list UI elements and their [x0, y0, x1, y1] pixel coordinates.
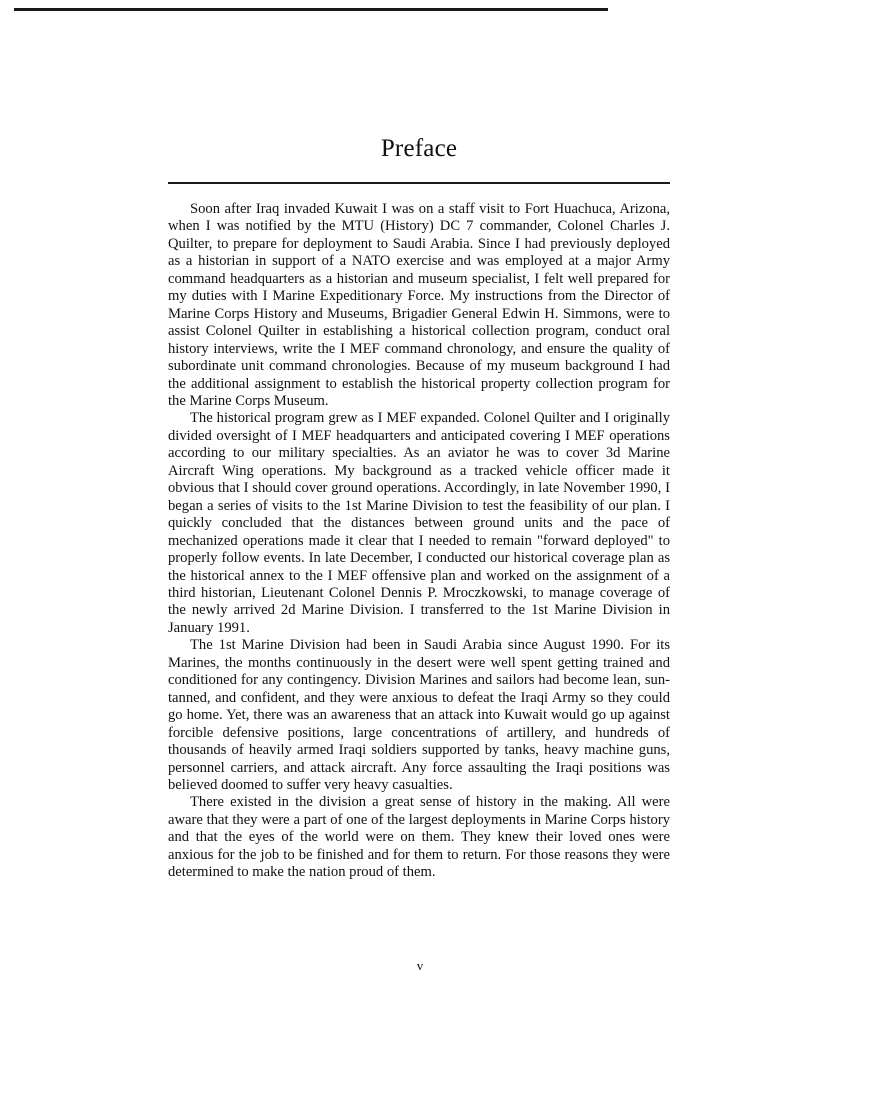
title-underline-rule — [168, 182, 670, 184]
paragraph-4: There existed in the division a great sense of history in the making. All were aware that they were a part of one of the largest deployments in Marine Corps history and that the eyes of the world were on them. They knew their loved ones were anxious for the job to be finished and for them to return. For those reasons they were determined to make the nation proud of them. — [168, 794, 670, 881]
paragraph-2: The historical program grew as I MEF expanded. Colonel Quilter and I originally divided oversight of I MEF headquarters and anticipated covering I MEF operations according to our military specialties. As an aviator he was to cover 3d Marine Aircraft Wing operations. My background as a tracked vehicle officer made it obvious that I should cover ground operations. Accordingly, in late November 1990, I began a series of visits to the 1st Marine Division to test the feasibility of our plan. I quickly concluded that the distances between ground units and the pace of mechanized operations made it clear that I needed to remain "forward deployed" to properly follow events. In late December, I conducted our historical coverage plan as the historical annex to the I MEF offensive plan and worked on the assignment of a third historian, Lieutenant Colonel Dennis P. Mroczkowski, to manage coverage of the newly arrived 2d Marine Division. I transferred to the 1st Marine Division in January 1991. — [168, 410, 670, 636]
page-title: Preface — [380, 135, 458, 162]
top-edge-rule — [14, 8, 608, 11]
page-number: v — [416, 958, 424, 973]
paragraph-3: The 1st Marine Division had been in Saudi Arabia since August 1990. For its Marines, the months continuously in the desert were well spent getting trained and conditioned for any contingency. Division Marines and sailors had become lean, sun-tanned, and confident, and they were anxious to defeat the Iraqi Army so they could go home. Yet, there was an awareness that an attack into Kuwait would go up against forcible defensive positions, large concentrations of artillery, and hundreds of thousands of heavily armed Iraqi soldiers supported by tanks, heavy machine guns, personnel carriers, and attack aircraft. Any force assaulting the Iraqi positions was believed doomed to suffer very heavy casualties. — [168, 637, 670, 793]
paragraph-1: Soon after Iraq invaded Kuwait I was on a staff visit to Fort Huachuca, Arizona, when I was notified by the MTU (History) DC 7 commander, Colonel Charles J. Quilter, to prepare for deployment to Saudi Arabia. Since I had previously deployed as a historian in support of a NATO exercise and was employed at a major Army command headquarters as a historian and museum specialist, I felt well prepared for my duties with I Marine Expeditionary Force. My instructions from the Director of Marine Corps History and Museums, Brigadier General Edwin H. Simmons, were to assist Colonel Quilter in establishing a historical collection program, conduct oral history interviews, write the I MEF command chronology, and ensure the quality of subordinate unit command chronologies. Because of my museum background I had the additional assignment to establish the historical property collection program for the Marine Corps Museum. — [168, 201, 670, 409]
preface-body — [168, 201, 670, 882]
